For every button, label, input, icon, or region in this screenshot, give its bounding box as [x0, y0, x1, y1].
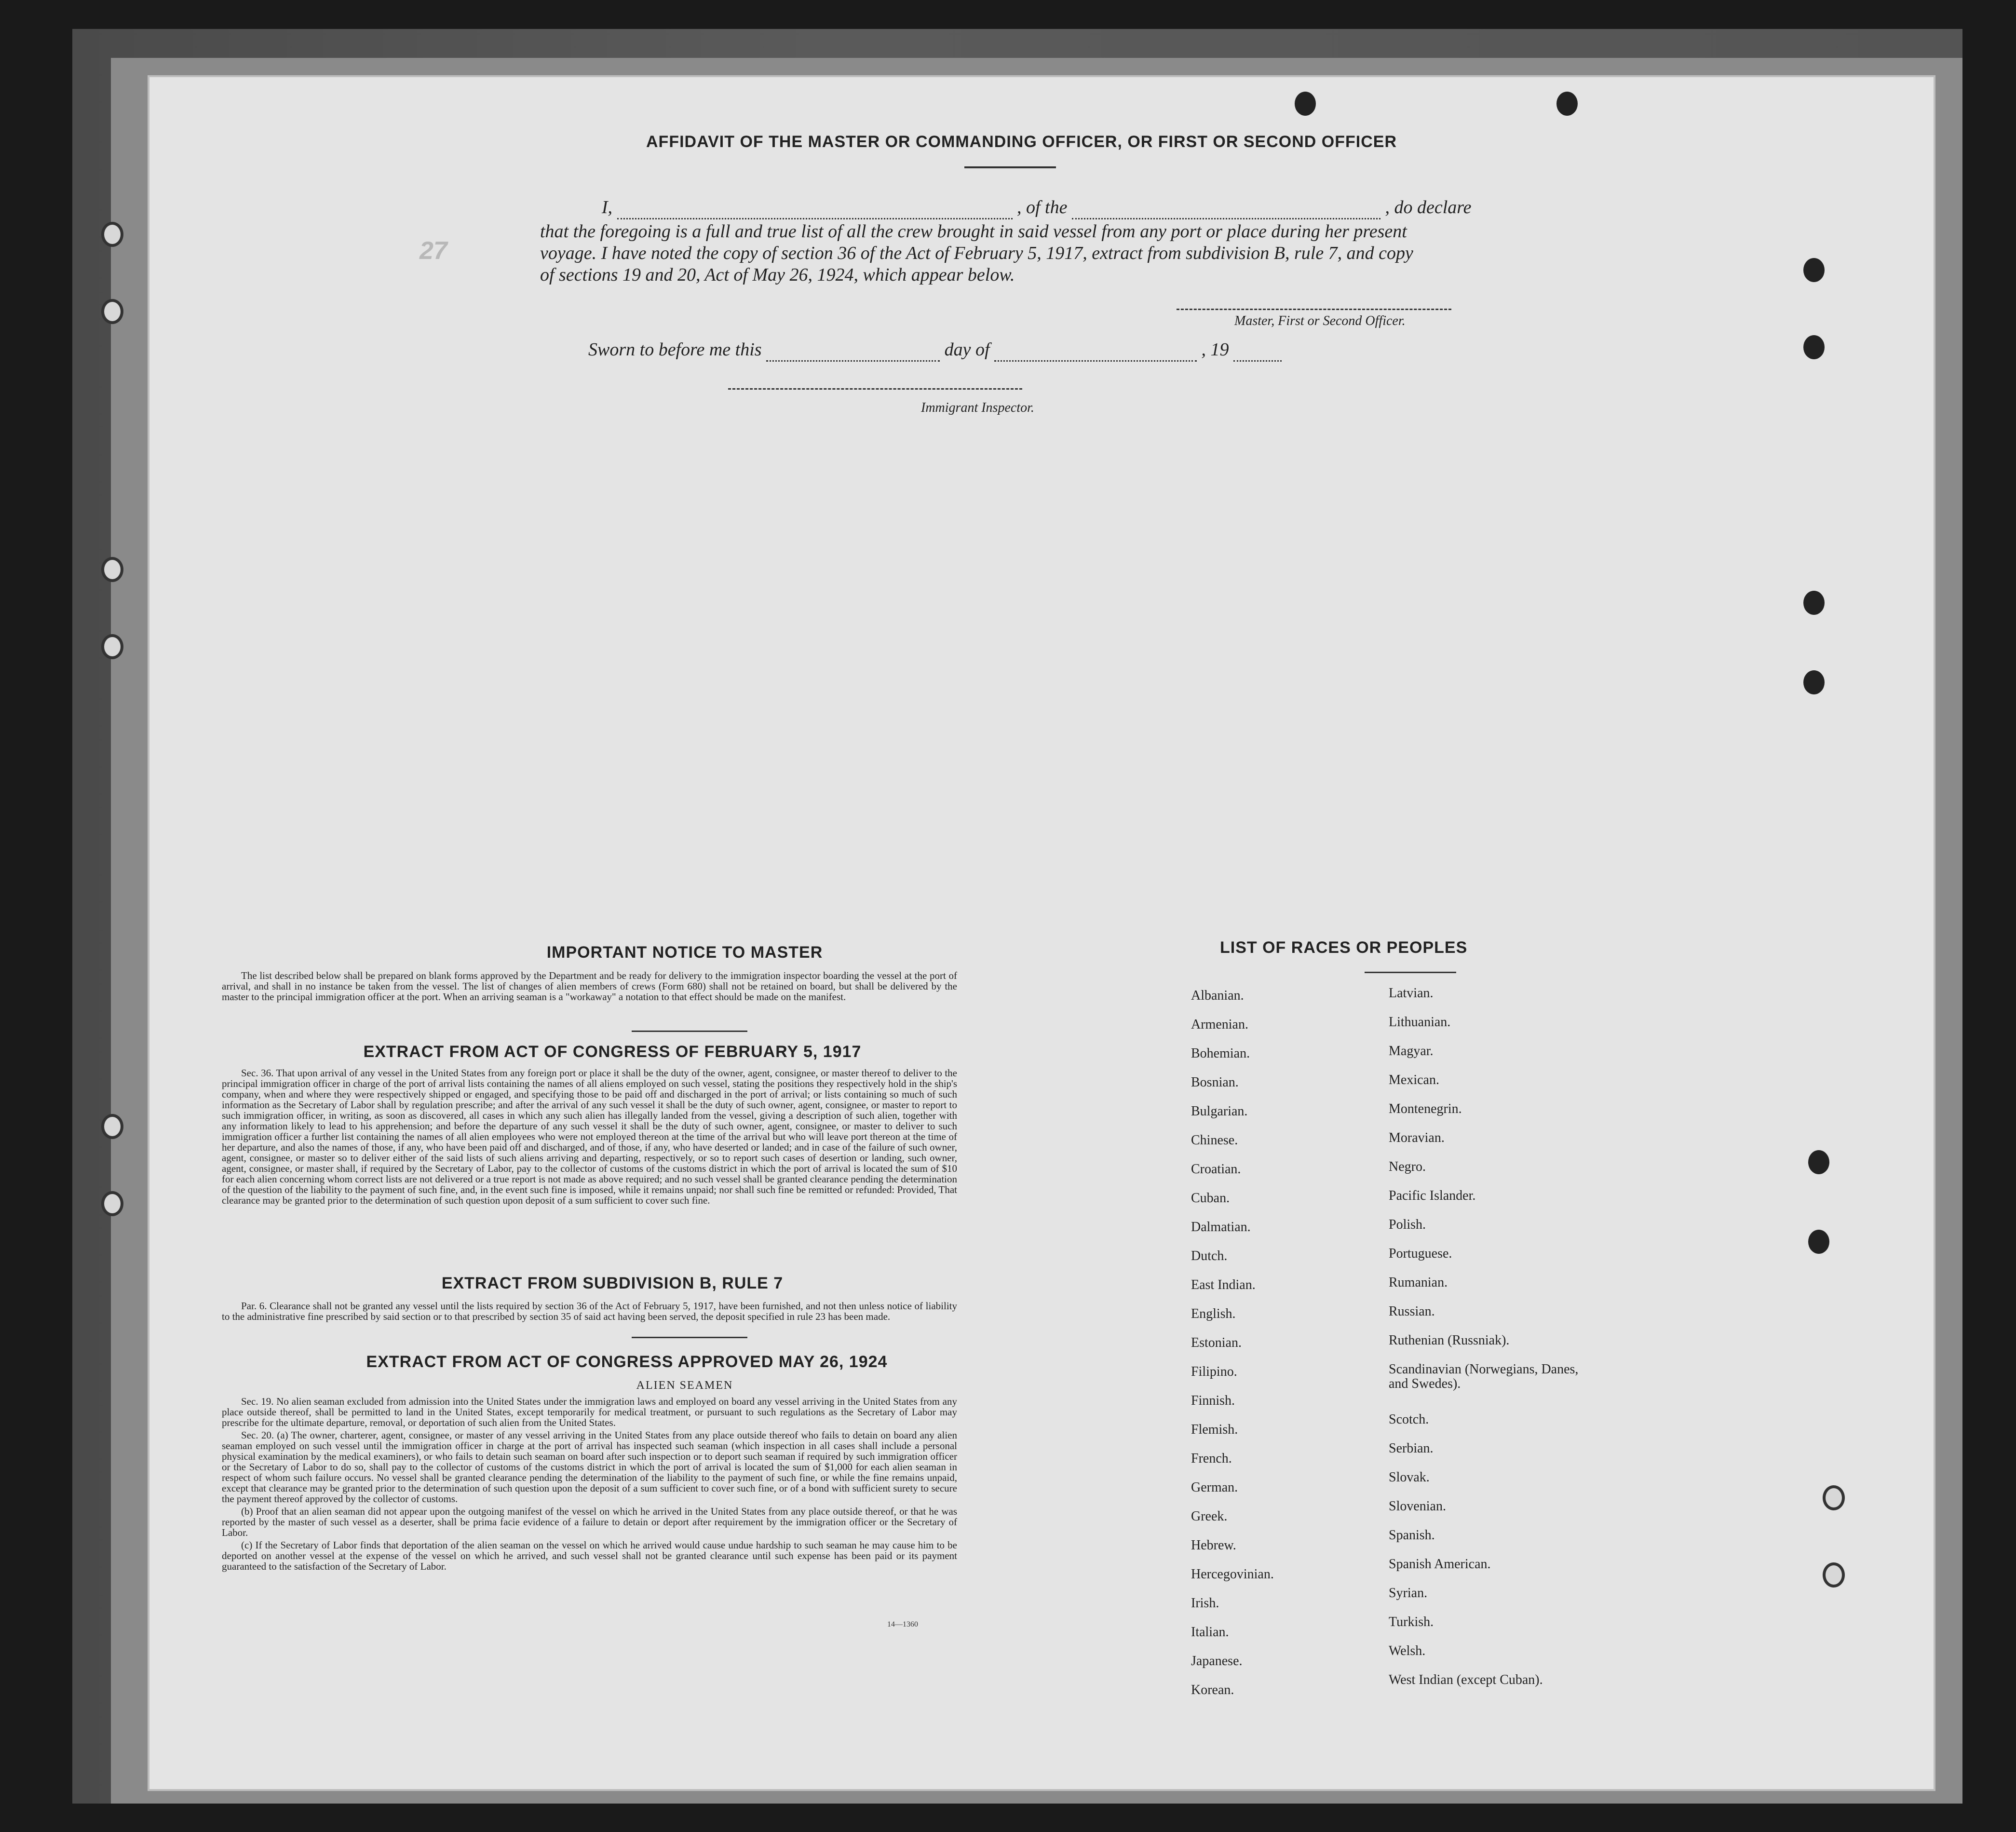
race-item: Japanese.: [1191, 1654, 1243, 1669]
race-item: Spanish.: [1389, 1528, 1435, 1543]
sworn-year-field[interactable]: [1233, 360, 1282, 362]
race-item: Bohemian.: [1191, 1046, 1250, 1061]
binder-hole: [1803, 670, 1825, 694]
extract-1924-text: [222, 1396, 957, 1574]
inspector-caption: Immigrant Inspector.: [921, 400, 1034, 415]
binder-hole: [1803, 258, 1825, 282]
sworn-prefix: Sworn to before me this: [588, 339, 762, 360]
race-item: Scotch.: [1389, 1412, 1429, 1427]
race-item: Hebrew.: [1191, 1538, 1236, 1553]
margin-number: 27: [419, 237, 447, 265]
race-item: Dutch.: [1191, 1248, 1228, 1263]
binder-hole: [101, 1114, 123, 1139]
race-item: Negro.: [1389, 1159, 1426, 1174]
race-item: Rumanian.: [1389, 1275, 1448, 1290]
binder-hole: [101, 634, 123, 659]
declare-of-the-label: , of the: [1017, 197, 1068, 217]
race-item: Pacific Islander.: [1389, 1188, 1476, 1203]
race-item: Italian.: [1191, 1625, 1229, 1640]
sworn-day-label: day of: [944, 339, 990, 360]
declare-end-label: , do declare: [1385, 197, 1472, 217]
race-item: Russian.: [1389, 1304, 1435, 1319]
title-rule: [964, 166, 1056, 168]
notice-text: The list described below shall be prepared on blank forms approved by the Department and be ready for delivery to the immigration inspector boarding the vessel at the port of arrival, and shall in no instance be taken from the vessel. The list of changes of alien members of crews (Form 680) shall not be retained on board, but shall be delivered by the master to the principal immigration officer at the port. When an arriving seaman is a "workaway" a notation to that effect should be made on the manifest.: [222, 970, 957, 1003]
section-rule: [632, 1337, 747, 1338]
race-item: Hercegovinian.: [1191, 1567, 1274, 1582]
section-rule: [632, 1031, 747, 1032]
inspector-signature-line[interactable]: [728, 388, 1022, 390]
binder-hole: [1808, 1150, 1829, 1174]
subdivision-b-title: EXTRACT FROM SUBDIVISION B, RULE 7: [441, 1274, 784, 1292]
binder-hole: [1803, 591, 1825, 615]
sworn-day-field[interactable]: [766, 360, 940, 362]
binder-hole: [1556, 92, 1578, 116]
race-item: East Indian.: [1191, 1277, 1256, 1292]
sec19-text: Sec. 19. No alien seaman excluded from admission into the United States under the immigration laws and employed on board any vessel arriving in the United States from any place outside thereof, shall be permitted to land in the United States, except temporarily for medical treatment, or pursuant to such regulations as the Secretary of Labor may prescribe for the ultimate departure, removal, or deportation of such alien from the United States.: [222, 1396, 957, 1428]
race-item: Greek.: [1191, 1509, 1228, 1524]
sworn-year-label: , 19: [1201, 339, 1229, 360]
binder-hole: [101, 299, 123, 324]
race-item: Polish.: [1389, 1217, 1426, 1232]
race-item: Korean.: [1191, 1683, 1234, 1697]
race-item: Bulgarian.: [1191, 1104, 1248, 1119]
alien-seamen-subtitle: ALIEN SEAMEN: [636, 1379, 733, 1392]
race-item: Irish.: [1191, 1596, 1219, 1611]
race-item: Chinese.: [1191, 1133, 1238, 1148]
race-item: Slovak.: [1389, 1470, 1430, 1485]
race-item: Cuban.: [1191, 1191, 1230, 1206]
race-item: Slovenian.: [1389, 1499, 1446, 1514]
declaration-line-2: that the foregoing is a full and true list of all the crew brought in said vessel from any port or place during her present: [540, 221, 1407, 242]
race-item: Dalmatian.: [1191, 1220, 1251, 1235]
race-item: Syrian.: [1389, 1586, 1428, 1601]
extract-1917-title: EXTRACT FROM ACT OF CONGRESS OF FEBRUARY 5, 1917: [363, 1043, 862, 1061]
race-item: French.: [1191, 1451, 1232, 1466]
notice-title: IMPORTANT NOTICE TO MASTER: [546, 943, 823, 962]
subdivision-b-text: Par. 6. Clearance shall not be granted any vessel until the lists required by section 36 of the Act of February 5, 1917, have been furnished, and not then unless notice of liability to the administrative fine prescribed by said section or to that prescribed by section 35 of said act having been served, the deposit specified in rule 23 has been made.: [222, 1300, 957, 1322]
race-item: Lithuanian.: [1389, 1015, 1451, 1030]
race-item: Scandinavian (Norwegians, Danes, and Swedes).: [1389, 1362, 1579, 1391]
binder-hole: [1823, 1485, 1845, 1510]
races-left-column: [1191, 989, 1365, 1712]
race-item: English.: [1191, 1306, 1236, 1321]
declaration-line-4: of sections 19 and 20, Act of May 26, 1924, which appear below.: [540, 265, 1015, 285]
sworn-month-field[interactable]: [994, 360, 1197, 362]
race-item: Filipino.: [1191, 1364, 1237, 1379]
declaration-line-1: [550, 195, 1500, 219]
race-item: German.: [1191, 1480, 1238, 1495]
race-item: Armenian.: [1191, 1017, 1248, 1032]
master-signature-line[interactable]: [1177, 309, 1451, 310]
race-item: Turkish.: [1389, 1615, 1434, 1629]
document-page: [149, 77, 1934, 1789]
binder-hole: [101, 222, 123, 247]
sworn-line: [588, 338, 1504, 362]
binder-hole: [1808, 1230, 1829, 1254]
race-item: Estonian.: [1191, 1335, 1242, 1350]
binder-hole: [1295, 92, 1316, 116]
races-rule: [1365, 972, 1456, 973]
race-item: Latvian.: [1389, 986, 1434, 1001]
race-item: Montenegrin.: [1389, 1101, 1462, 1116]
sec20c-text: (c) If the Secretary of Labor finds that deportation of the alien seaman on the vessel on which he arrived would cause undue hardship to such seaman he may cause him to be deported on another vessel at the expense of the vessel on which he arrived, and such vessel shall not be granted clearance until such expense has been paid or its payment guaranteed to the satisfaction of the Secretary of Labor.: [222, 1539, 957, 1572]
form-number: 14—1360: [887, 1620, 918, 1628]
race-item: Croatian.: [1191, 1162, 1241, 1177]
race-item: Finnish.: [1191, 1393, 1235, 1408]
races-title: LIST OF RACES OR PEOPLES: [1220, 938, 1468, 957]
extract-1917-text: Sec. 36. That upon arrival of any vessel in the United States from any foreign port or place it shall be the duty of the owner, agent, consignee, or master thereof to deliver to the principal immigration officer in charge of the port of arrival lists containing the names of all aliens employed on such vessel, stating the positions they respectively hold in the ship's company, when and where they were respectively shipped or engaged, and specifying those to be paid off and discharged in the port of arrival; or lists containing so much of such information as the Secretary of Labor shall by regulation prescribe; and after the arrival of any such vessel it shall be the duty of such owner, agent, consignee, or master to report to such immigration officer, in writing, as soon as discovered, all cases in which any such alien has illegally landed from the vessel, giving a description of such alien, together with any information likely to lead to his apprehension; and before the departure of any such vessel it shall be the duty of such owner, agent, consignee, or master to deliver to such immigration officer a further list containing the names of all alien employees who were not employed thereon at the time of the arrival but who will leave port thereon at the time of her departure, and also the names of those, if any, who have been paid off and discharged, and of those, if any, who have deserted or landed; and in case of the failure of such owner, agent, consignee, or master so to deliver either of the said lists of such aliens arriving and departing, respectively, or so to report such cases of desertion or landing, such owner, agent, consignee, or master shall, if required by the Secretary of Labor, pay to the collector of customs of the customs district in which the port of arrival is located the sum of $10 for each alien concerning whom correct lists are not delivered or a true report is not made as above required; and no such vessel shall be granted clearance pending the determination of the question of the liability to the payment of such fine, and, in the event such fine is imposed, while it remains unpaid; nor shall such fine be remitted or refunded: Provided, That clearance may be granted prior to the determination of such question upon deposit of a sum sufficient to cover such fine.: [222, 1067, 957, 1206]
master-caption: Master, First or Second Officer.: [1234, 313, 1406, 328]
binder-hole: [101, 557, 123, 582]
sec20b-text: (b) Proof that an alien seaman did not appear upon the outgoing manifest of the vessel on which he arrived in the United States from any place outside thereof, or that he was reported by the master of such vessel as a deserter, shall be prima facie evidence of a failure to detain or deport after requirement by the immigration officer or the Secretary of Labor.: [222, 1506, 957, 1538]
declaration-line-3: voyage. I have noted the copy of section 36 of the Act of February 5, 1917, extract from subdivision B, rule 7, and copy: [540, 243, 1413, 263]
binder-hole: [1803, 335, 1825, 359]
binder-hole: [101, 1191, 123, 1216]
race-item: Flemish.: [1191, 1422, 1238, 1437]
race-item: Spanish American.: [1389, 1557, 1491, 1572]
race-item: West Indian (except Cuban).: [1389, 1672, 1543, 1687]
race-item: Welsh.: [1389, 1643, 1426, 1658]
race-item: Albanian.: [1191, 988, 1244, 1003]
race-item: Serbian.: [1389, 1441, 1434, 1456]
extract-1924-title: EXTRACT FROM ACT OF CONGRESS APPROVED MAY 26, 1924: [366, 1353, 888, 1371]
binder-hole: [1823, 1562, 1845, 1588]
race-item: Ruthenian (Russniak).: [1389, 1333, 1510, 1348]
sec20a-text: Sec. 20. (a) The owner, charterer, agent, consignee, or master of any vessel arriving in the United States from any place outside thereof who fails to detain on board any alien seaman employed on such vessel until the immigration officer in charge at the port of arrival has inspected such seaman (which inspection in all cases shall include a personal physical examination by the medical examiners), or who fails to detain such seaman on board after such inspection or to deport such seaman if required by such immigration officer or the Secretary of Labor to do so, shall pay to the collector of customs of the customs district in which the port of arrival is located the sum of $1,000 for each alien seaman in respect of whom such failure occurs. No vessel shall be granted clearance pending the determination of the liability to the payment of such fine, or while the fine remains unpaid, except that clearance may be granted prior to the determination of such question upon the deposit of a sum sufficient to cover such fine, or of a bond with sufficient surety to secure the payment thereof approved by the collector of customs.: [222, 1429, 957, 1505]
race-item: Magyar.: [1389, 1044, 1434, 1058]
race-item: Portuguese.: [1389, 1246, 1452, 1261]
race-item: Moravian.: [1389, 1130, 1445, 1145]
declare-i-label: I,: [601, 197, 612, 217]
races-right-column: [1389, 986, 1582, 1702]
race-item: Bosnian.: [1191, 1075, 1239, 1090]
race-item: Mexican.: [1389, 1072, 1439, 1087]
affidavit-title: AFFIDAVIT OF THE MASTER OR COMMANDING OFFICER, OR FIRST OR SECOND OFFICER: [646, 133, 1397, 151]
